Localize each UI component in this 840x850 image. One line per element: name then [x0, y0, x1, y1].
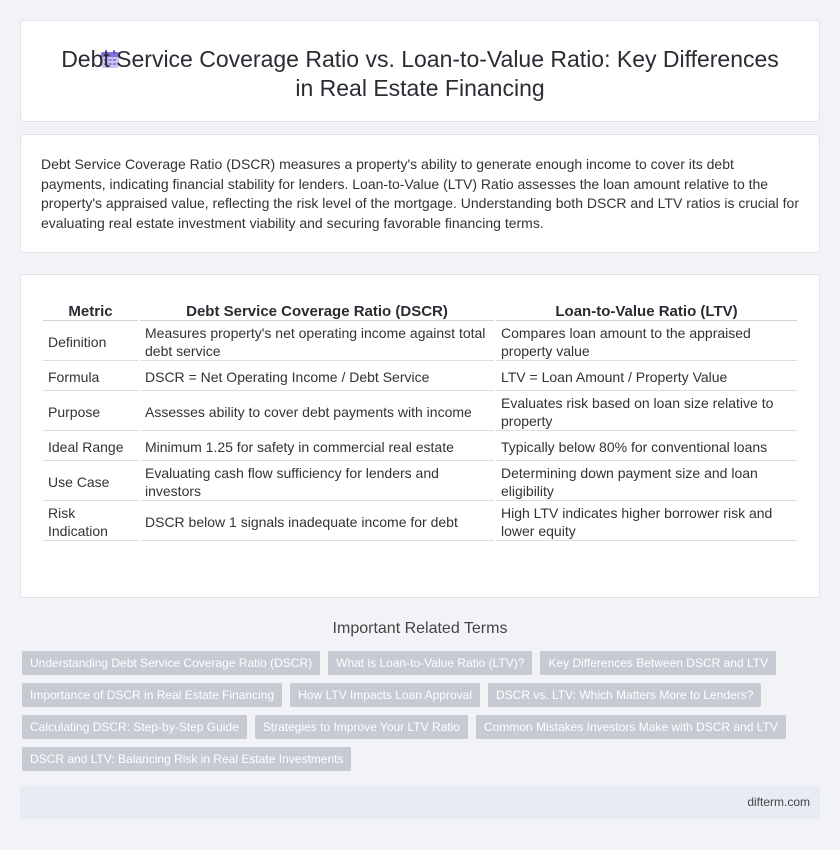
- metric-cell: Use Case: [43, 463, 138, 501]
- metric-cell: Risk Indication: [43, 503, 138, 541]
- related-term-tag[interactable]: How LTV Impacts Loan Approval: [290, 683, 480, 707]
- related-term-tag[interactable]: Key Differences Between DSCR and LTV: [540, 651, 776, 675]
- related-term-tag[interactable]: Common Mistakes Investors Make with DSCR and LTV: [476, 715, 786, 739]
- table-row: [43, 433, 797, 461]
- table-row: [43, 393, 797, 431]
- intro-paragraph: Debt Service Coverage Ratio (DSCR) measures a property's ability to generate enough income to cover its debt payments, indicating financial stability for lenders. Loan-to-Value (LTV) Ratio assesses the loan amount relative to the property's appraised value, reflecting the risk level of the mortgage. Understanding both DSCR and LTV ratios is crucial for evaluating real estate investment viability and securing favorable financing terms.: [41, 156, 800, 231]
- dscr-cell: Assesses ability to cover debt payments with income: [140, 393, 494, 431]
- header-metric: Metric: [43, 297, 138, 321]
- related-term-tag[interactable]: Importance of DSCR in Real Estate Financing: [22, 683, 282, 707]
- table-row: [43, 363, 797, 391]
- table-header-row: [43, 297, 797, 321]
- related-term-tag[interactable]: Calculating DSCR: Step-by-Step Guide: [22, 715, 247, 739]
- related-term-tag[interactable]: What is Loan-to-Value Ratio (LTV)?: [328, 651, 532, 675]
- metric-cell: Purpose: [43, 393, 138, 431]
- table-row: [43, 503, 797, 541]
- metric-cell: Formula: [43, 363, 138, 391]
- dscr-cell: DSCR below 1 signals inadequate income for debt: [140, 503, 494, 541]
- header-dscr: Debt Service Coverage Ratio (DSCR): [140, 297, 494, 321]
- related-term-tag[interactable]: Strategies to Improve Your LTV Ratio: [255, 715, 468, 739]
- ltv-cell: LTV = Loan Amount / Property Value: [496, 363, 797, 391]
- dscr-cell: Minimum 1.25 for safety in commercial real estate: [140, 433, 494, 461]
- related-term-tag[interactable]: DSCR and LTV: Balancing Risk in Real Estate Investments: [22, 747, 351, 771]
- comparison-table: [41, 295, 799, 543]
- dscr-cell: Evaluating cash flow sufficiency for lenders and investors: [140, 463, 494, 501]
- table-row: [43, 463, 797, 501]
- header-ltv: Loan-to-Value Ratio (LTV): [496, 297, 797, 321]
- related-term-tag[interactable]: DSCR vs. LTV: Which Matters More to Lenders?: [488, 683, 761, 707]
- related-term-tag[interactable]: Understanding Debt Service Coverage Ratio (DSCR): [22, 651, 320, 675]
- intro-card: [20, 134, 820, 253]
- ltv-cell: Evaluates risk based on loan size relative to property: [496, 393, 797, 431]
- metric-cell: Definition: [43, 323, 138, 361]
- ltv-cell: Typically below 80% for conventional loans: [496, 433, 797, 461]
- ltv-cell: Compares loan amount to the appraised property value: [496, 323, 797, 361]
- metric-cell: Ideal Range: [43, 433, 138, 461]
- comparison-card: [20, 274, 820, 598]
- footer-site[interactable]: difterm.com: [747, 795, 810, 809]
- related-terms-list: [22, 651, 818, 771]
- ltv-cell: High LTV indicates higher borrower risk and lower equity: [496, 503, 797, 541]
- header-card: [20, 20, 820, 122]
- page-title: Debt Service Coverage Ratio vs. Loan-to-Value Ratio: Key Differences in Real Estate Financing: [61, 46, 779, 101]
- dscr-cell: Measures property's net operating income against total debt service: [140, 323, 494, 361]
- footer: [20, 786, 820, 819]
- table-row: [43, 323, 797, 361]
- related-terms-heading: Important Related Terms: [332, 620, 508, 637]
- ltv-cell: Determining down payment size and loan eligibility: [496, 463, 797, 501]
- dscr-cell: DSCR = Net Operating Income / Debt Service: [140, 363, 494, 391]
